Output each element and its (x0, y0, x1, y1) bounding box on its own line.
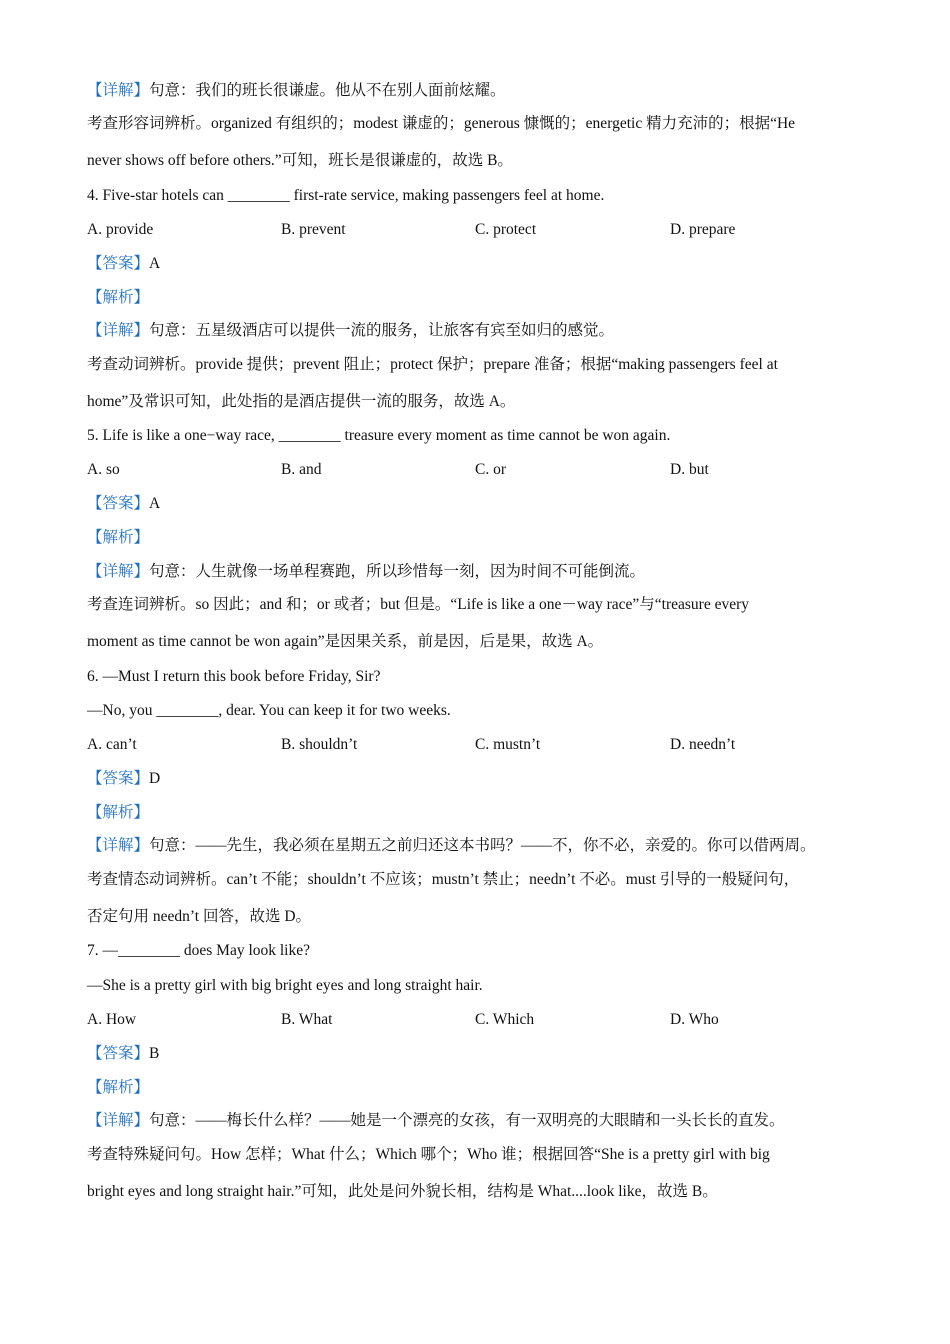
answer-line: 【答案】D (87, 770, 161, 787)
answer-line: 【答案】B (87, 1045, 160, 1062)
analysis-line: 考查形容词辨析。organized 有组织的；modest 谦虚的；generous 慷慨的；energetic 精力充沛的；根据“He (87, 115, 796, 132)
question-stem: 7. —________ does May look like? (87, 942, 311, 959)
analysis-line: home”及常识可知，此处指的是酒店提供一流的服务，故选 A。 (87, 393, 516, 410)
detail-line: 【详解】句意：人生就像一场单程赛跑，所以珍惜每一刻，因为时间不可能倒流。 (87, 563, 646, 580)
question-stem: —She is a pretty girl with big bright eyes and long straight hair. (87, 977, 483, 994)
detail-tag: 【详解】 (87, 322, 150, 339)
option-b: B. prevent (281, 221, 346, 238)
option-a: A. so (87, 461, 120, 478)
option-a: A. can’t (87, 736, 137, 753)
answer-line: 【答案】A (87, 255, 161, 272)
answer-tag: 【答案】 (87, 1045, 150, 1062)
option-c: C. mustn’t (475, 736, 541, 753)
detail-line: 【详解】句意：——先生，我必须在星期五之前归还这本书吗？——不，你不必，亲爱的。你可以借两周。 (87, 837, 816, 854)
analysis-line: 考查连词辨析。so 因此；and 和；or 或者；but 但是。“Life is like a one－way race”与“treasure every (87, 596, 750, 613)
analysis-line: bright eyes and long straight hair.”可知，此处是问外貌长相，结构是 What....look like，故选 B。 (87, 1183, 718, 1200)
answer-tag: 【答案】 (87, 255, 150, 272)
analysis-line: 考查特殊疑问句。How 怎样；What 什么；Which 哪个；Who 谁；根据回答“She is a pretty girl with big (87, 1146, 770, 1163)
option-d: D. needn’t (670, 736, 736, 753)
question-stem: —No, you ________, dear. You can keep it for two weeks. (87, 702, 451, 719)
option-c: C. or (475, 461, 506, 478)
analysis-line: 否定句用 needn’t 回答，故选 D。 (87, 908, 312, 925)
option-b: B. What (281, 1011, 333, 1028)
question-stem: 5. Life is like a one−way race, ________ treasure every moment as time cannot be won again. (87, 427, 671, 444)
detail-line: 【详解】句意：五星级酒店可以提供一流的服务，让旅客有宾至如归的感觉。 (87, 322, 615, 339)
option-c: C. protect (475, 221, 537, 238)
analysis-line: never shows off before others.”可知，班长是很谦虚的，故选 B。 (87, 152, 513, 169)
option-d: D. but (670, 461, 709, 478)
detail-tag: 【详解】 (87, 837, 150, 854)
answer-tag: 【答案】 (87, 770, 150, 787)
detail-tag: 【详解】 (87, 1112, 150, 1129)
detail-line: 【详解】句意：我们的班长很谦虚。他从不在别人面前炫耀。 (87, 82, 506, 99)
answer-line: 【答案】A (87, 495, 161, 512)
analysis-tag: 【解析】 (87, 804, 150, 821)
option-a: A. provide (87, 221, 154, 238)
analysis-line: 考查动词辨析。provide 提供；prevent 阻止；protect 保护；prepare 准备；根据“making passengers feel at (87, 356, 778, 373)
question-stem: 6. —Must I return this book before Friday, Sir? (87, 668, 381, 685)
option-a: A. How (87, 1011, 137, 1028)
analysis-tag: 【解析】 (87, 1079, 150, 1096)
option-b: B. and (281, 461, 322, 478)
analysis-line: 考查情态动词辨析。can’t 不能；shouldn’t 不应该；mustn’t 禁止；needn’t 不必。must 引导的一般疑问句， (87, 871, 800, 888)
answer-tag: 【答案】 (87, 495, 150, 512)
analysis-line: moment as time cannot be won again”是因果关系，前是因，后是果，故选 A。 (87, 633, 604, 650)
question-stem: 4. Five-star hotels can ________ first-rate service, making passengers feel at home. (87, 187, 605, 204)
option-d: D. Who (670, 1011, 719, 1028)
analysis-tag: 【解析】 (87, 529, 150, 546)
detail-tag: 【详解】 (87, 82, 150, 99)
detail-line: 【详解】句意：——梅长什么样？——她是一个漂亮的女孩，有一双明亮的大眼睛和一头长长的直发。 (87, 1112, 785, 1129)
analysis-tag: 【解析】 (87, 289, 150, 306)
option-c: C. Which (475, 1011, 535, 1028)
detail-tag: 【详解】 (87, 563, 150, 580)
option-d: D. prepare (670, 221, 736, 238)
option-b: B. shouldn’t (281, 736, 358, 753)
